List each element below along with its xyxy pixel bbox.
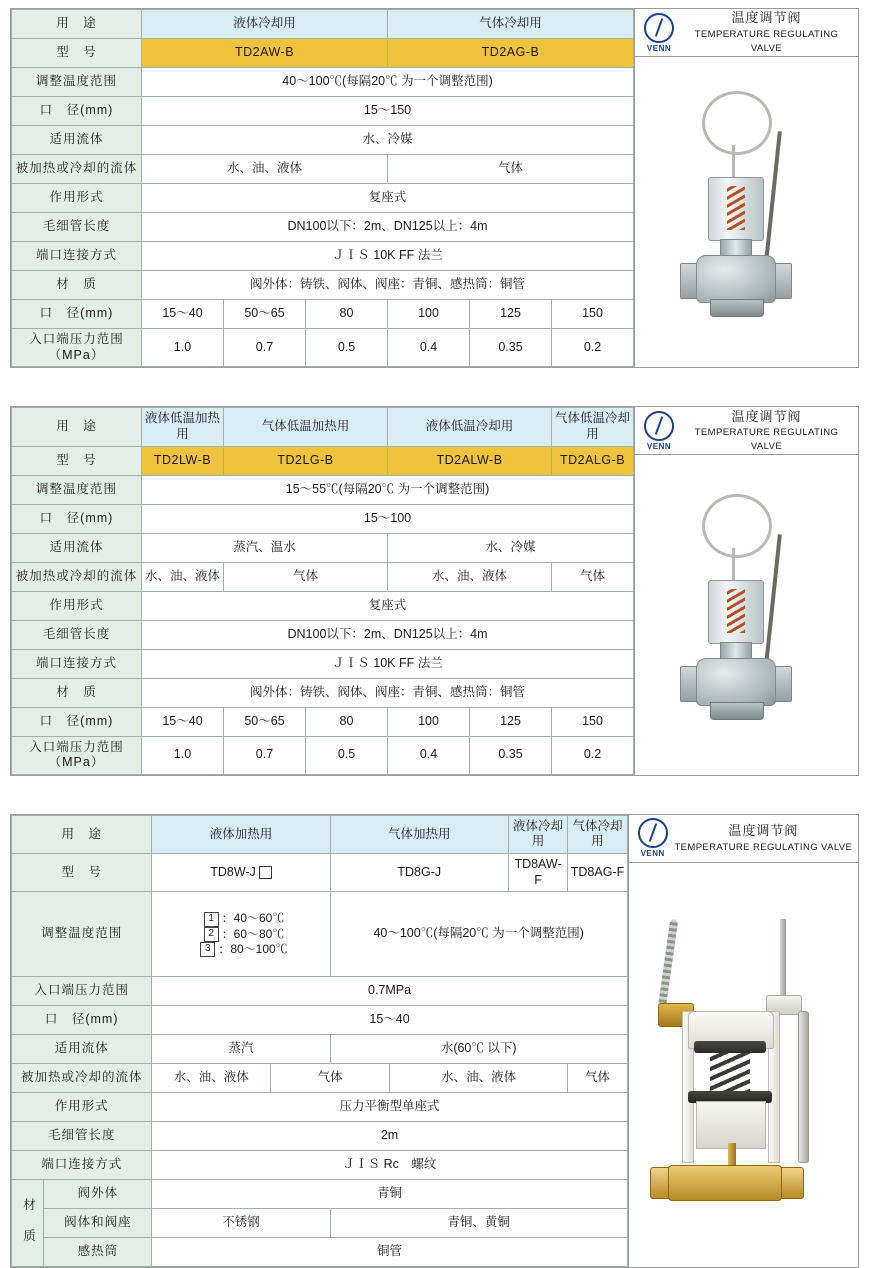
size-col-1: 15～40 — [142, 300, 224, 329]
spec-table-td2a — [11, 9, 634, 367]
pressure-col-5: 0.35 — [470, 329, 552, 367]
material-seat-value-1: 不锈钢 — [152, 1209, 330, 1238]
table-row — [12, 446, 634, 475]
table-row — [12, 892, 628, 977]
material-value: 阀外体：铸铁、阀体、阀座：青铜、感热筒：铜管 — [142, 678, 634, 707]
material-value: 阀外体：铸铁、阀体、阀座：青铜、感热筒：铜管 — [142, 271, 634, 300]
table-row — [12, 620, 634, 649]
pressure-col-6: 0.2 — [552, 329, 634, 367]
action-value: 压力平衡型单座式 — [152, 1093, 627, 1122]
row-label: 材 质 — [12, 271, 142, 300]
fluid-water: 水(60℃ 以下) — [330, 1035, 627, 1064]
row-label-material-body: 阀外体 — [44, 1180, 152, 1209]
row-label: 口 径(mm) — [12, 300, 142, 329]
row-label: 型 号 — [12, 446, 142, 475]
row-label: 口 径(mm) — [12, 707, 142, 736]
table-row — [12, 300, 634, 329]
model-td2ag-b: TD2AG-B — [388, 39, 634, 68]
pressure-col-4: 0.4 — [388, 329, 470, 367]
table-row — [12, 1209, 628, 1238]
row-label-size: 口 径(mm) — [12, 1006, 152, 1035]
brand-title-en: TEMPERATURE REGULATING VALVE — [694, 29, 839, 54]
model-td2lw-b: TD2LW-B — [142, 446, 224, 475]
row-label: 用 途 — [12, 10, 142, 39]
pressure-col-2: 0.7 — [224, 329, 306, 367]
heated-fluid-4: 气体 — [552, 562, 634, 591]
temp-range-main: 40～100℃(每隔20℃ 为一个调整范围) — [330, 892, 627, 977]
use-gas-heating: 气体加热用 — [330, 815, 508, 853]
valve-photo-td2l — [635, 455, 858, 775]
row-label: 口 径(mm) — [12, 97, 142, 126]
brand-title — [679, 408, 854, 454]
table-row — [12, 533, 634, 562]
action-value: 复座式 — [142, 184, 634, 213]
table-row — [12, 649, 634, 678]
valve-photo-td8 — [629, 863, 858, 1268]
row-label: 端口连接方式 — [12, 649, 142, 678]
row-label: 型 号 — [12, 39, 142, 68]
model-td8g-j: TD8G-J — [330, 854, 508, 892]
row-label-action: 作用形式 — [12, 1093, 152, 1122]
table-row — [12, 1122, 628, 1151]
row-label: 作用形式 — [12, 591, 142, 620]
brand-title-en: TEMPERATURE REGULATING VALVE — [674, 841, 853, 853]
heated-fluid-2: 气体 — [224, 562, 388, 591]
use-liquid-cooling: 液体冷却用 — [142, 10, 388, 39]
fluid-1: 蒸汽、温水 — [142, 533, 388, 562]
fluid-steam: 蒸汽 — [152, 1035, 330, 1064]
table-row — [12, 736, 634, 774]
table-row — [12, 977, 628, 1006]
table-row — [12, 475, 634, 504]
valve-photo-td2a — [635, 57, 858, 367]
venn-logo-text: VENN — [646, 441, 672, 451]
row-label: 毛细管长度 — [12, 620, 142, 649]
table-row — [12, 854, 628, 892]
size-col-2: 50～65 — [224, 300, 306, 329]
row-label: 被加热或冷却的流体 — [12, 562, 142, 591]
row-label-material-seat: 阀体和阀座 — [44, 1209, 152, 1238]
temp-range-options — [152, 892, 330, 977]
pressure-col-2: 0.7 — [224, 736, 306, 774]
fluid-value: 水、冷媒 — [142, 126, 634, 155]
pressure-col-1: 1.0 — [142, 329, 224, 367]
brand-title-cn: 温度调节阀 — [731, 408, 802, 424]
use-gas-cooling: 气体冷却用 — [388, 10, 634, 39]
pressure-col-4: 0.4 — [388, 736, 470, 774]
table-row — [12, 10, 634, 39]
option-text-3: ：80～100℃ — [218, 941, 288, 956]
size-col-5: 125 — [470, 707, 552, 736]
venn-logo-text: VENN — [640, 849, 665, 859]
row-label-fluid: 适用流体 — [12, 1035, 152, 1064]
connection-value: ＪＩＳ 10K FF 法兰 — [142, 242, 634, 271]
brand-title — [679, 9, 854, 55]
use-liquid-heating: 液体加热用 — [152, 815, 330, 853]
table-row — [12, 408, 634, 446]
table-row — [12, 1151, 628, 1180]
row-label-connection: 端口连接方式 — [12, 1151, 152, 1180]
row-label-material-bulb: 感热筒 — [44, 1238, 152, 1267]
table-row — [12, 815, 628, 853]
temp-range-value: 15～55℃(每隔20℃ 为一个调整范围) — [142, 475, 634, 504]
spec-block-td2l — [10, 406, 859, 776]
table-row — [12, 39, 634, 68]
row-label-capillary: 毛细管长度 — [12, 1122, 152, 1151]
size-value: 15～150 — [142, 97, 634, 126]
inlet-pressure-value: 0.7MPa — [152, 977, 627, 1006]
brand-title — [673, 822, 854, 855]
model-td8w-j — [152, 854, 330, 892]
option-number-2: 2 — [204, 927, 219, 942]
use-gas-cooling: 气体冷却用 — [568, 815, 627, 853]
material-bulb-value: 铜管 — [152, 1238, 627, 1267]
heated-fluid-3: 水、油、液体 — [388, 562, 552, 591]
table-row — [12, 213, 634, 242]
capillary-value: DN100以下：2m、DN125以上：4m — [142, 213, 634, 242]
pressure-col-1: 1.0 — [142, 736, 224, 774]
row-label-use: 用 途 — [12, 815, 152, 853]
connection-value: ＪＩＳ Rc 螺纹 — [152, 1151, 627, 1180]
model-suffix-box-icon — [259, 866, 272, 879]
row-label: 毛细管长度 — [12, 213, 142, 242]
table-row — [12, 707, 634, 736]
size-col-2: 50～65 — [224, 707, 306, 736]
row-label: 口 径(mm) — [12, 504, 142, 533]
table-row — [12, 155, 634, 184]
row-label: 用 途 — [12, 408, 142, 446]
model-td2alg-b: TD2ALG-B — [552, 446, 634, 475]
brand-header — [635, 9, 858, 57]
table-row — [12, 271, 634, 300]
size-col-5: 125 — [470, 300, 552, 329]
row-label: 作用形式 — [12, 184, 142, 213]
table-row — [12, 591, 634, 620]
material-seat-value-2: 青铜、黄铜 — [330, 1209, 627, 1238]
venn-logo-icon — [633, 817, 673, 859]
heated-fluid-1: 水、油、液体 — [142, 155, 388, 184]
spec-block-td8 — [10, 814, 859, 1268]
model-td2aw-b: TD2AW-B — [142, 39, 388, 68]
heated-fluid-2: 气体 — [388, 155, 634, 184]
use-liquid-low-cooling: 液体低温冷却用 — [388, 408, 552, 446]
brand-header — [635, 407, 858, 455]
use-liquid-low-heating: 液体低温加热用 — [142, 408, 224, 446]
option-text-1: ：40～60℃ — [221, 911, 285, 926]
temp-range-value: 40～100℃(每隔20℃ 为一个调整范围) — [142, 68, 634, 97]
row-label: 调整温度范围 — [12, 475, 142, 504]
option-text-2: ：60～80℃ — [221, 926, 285, 941]
row-label: 被加热或冷却的流体 — [12, 155, 142, 184]
size-col-6: 150 — [552, 300, 634, 329]
brand-header — [629, 815, 858, 863]
material-label-text: 材 质 — [21, 1197, 36, 1245]
venn-logo-icon — [639, 410, 679, 452]
row-label: 入口端压力范围（MPa） — [12, 329, 142, 367]
table-row — [12, 1064, 628, 1093]
brand-title-cn: 温度调节阀 — [728, 822, 799, 838]
table-row — [12, 97, 634, 126]
row-label: 适用流体 — [12, 126, 142, 155]
table-row — [12, 1238, 628, 1267]
heated-fluid-2: 气体 — [271, 1064, 390, 1093]
model-td8ag-f: TD8AG-F — [568, 854, 627, 892]
venn-logo-text: VENN — [646, 43, 672, 53]
table-row — [12, 1093, 628, 1122]
table-row — [12, 1006, 628, 1035]
product-image-panel — [628, 815, 858, 1268]
use-liquid-cooling: 液体冷却用 — [508, 815, 567, 853]
pressure-col-3: 0.5 — [306, 329, 388, 367]
use-gas-low-heating: 气体低温加热用 — [224, 408, 388, 446]
row-label: 材 质 — [12, 678, 142, 707]
option-number-1: 1 — [204, 912, 219, 927]
model-td8w-j-text: TD8W-J — [210, 864, 256, 879]
spec-block-td2a — [10, 8, 859, 368]
option-number-3: 3 — [200, 942, 215, 957]
table-row — [12, 1180, 628, 1209]
pressure-col-6: 0.2 — [552, 736, 634, 774]
size-value: 15～40 — [152, 1006, 627, 1035]
table-row — [12, 329, 634, 367]
size-value: 15～100 — [142, 504, 634, 533]
heated-fluid-4: 气体 — [568, 1064, 627, 1093]
table-row — [12, 126, 634, 155]
product-image-panel — [634, 9, 858, 367]
heated-fluid-1: 水、油、液体 — [142, 562, 224, 591]
row-label: 入口端压力范围（MPa） — [12, 736, 142, 774]
venn-logo-icon — [639, 12, 679, 54]
temp-range-option-3 — [160, 942, 327, 957]
row-label-temp-range: 调整温度范围 — [12, 892, 152, 977]
model-td2alw-b: TD2ALW-B — [388, 446, 552, 475]
brand-title-cn: 温度调节阀 — [731, 10, 802, 26]
temp-range-option-1 — [160, 911, 327, 926]
row-label-model: 型 号 — [12, 854, 152, 892]
row-label: 调整温度范围 — [12, 68, 142, 97]
action-value: 复座式 — [142, 591, 634, 620]
table-row — [12, 68, 634, 97]
use-gas-low-cooling: 气体低温冷却用 — [552, 408, 634, 446]
connection-value: ＪＩＳ 10K FF 法兰 — [142, 649, 634, 678]
model-td8aw-f: TD8AW-F — [508, 854, 567, 892]
capillary-value: 2m — [152, 1122, 627, 1151]
fluid-2: 水、冷媒 — [388, 533, 634, 562]
material-body-value: 青铜 — [152, 1180, 627, 1209]
heated-fluid-1: 水、油、液体 — [152, 1064, 271, 1093]
spec-table-td2l — [11, 407, 634, 775]
table-row — [12, 184, 634, 213]
spec-table-td8 — [11, 815, 628, 1268]
brand-title-en: TEMPERATURE REGULATING VALVE — [694, 427, 839, 453]
size-col-1: 15～40 — [142, 707, 224, 736]
row-label-heated-fluid: 被加热或冷却的流体 — [12, 1064, 152, 1093]
row-label: 端口连接方式 — [12, 242, 142, 271]
heated-fluid-3: 水、油、液体 — [390, 1064, 568, 1093]
row-label-inlet-pressure: 入口端压力范围 — [12, 977, 152, 1006]
table-row — [12, 504, 634, 533]
model-td2lg-b: TD2LG-B — [224, 446, 388, 475]
pressure-col-3: 0.5 — [306, 736, 388, 774]
row-label-material — [12, 1180, 44, 1267]
size-col-6: 150 — [552, 707, 634, 736]
table-row — [12, 1035, 628, 1064]
capillary-value: DN100以下：2m、DN125以上：4m — [142, 620, 634, 649]
table-row — [12, 678, 634, 707]
table-row — [12, 242, 634, 271]
size-col-4: 100 — [388, 300, 470, 329]
table-row — [12, 562, 634, 591]
row-label: 适用流体 — [12, 533, 142, 562]
pressure-col-5: 0.35 — [470, 736, 552, 774]
temp-range-option-2 — [160, 927, 327, 942]
product-image-panel — [634, 407, 858, 775]
size-col-3: 80 — [306, 707, 388, 736]
size-col-4: 100 — [388, 707, 470, 736]
size-col-3: 80 — [306, 300, 388, 329]
